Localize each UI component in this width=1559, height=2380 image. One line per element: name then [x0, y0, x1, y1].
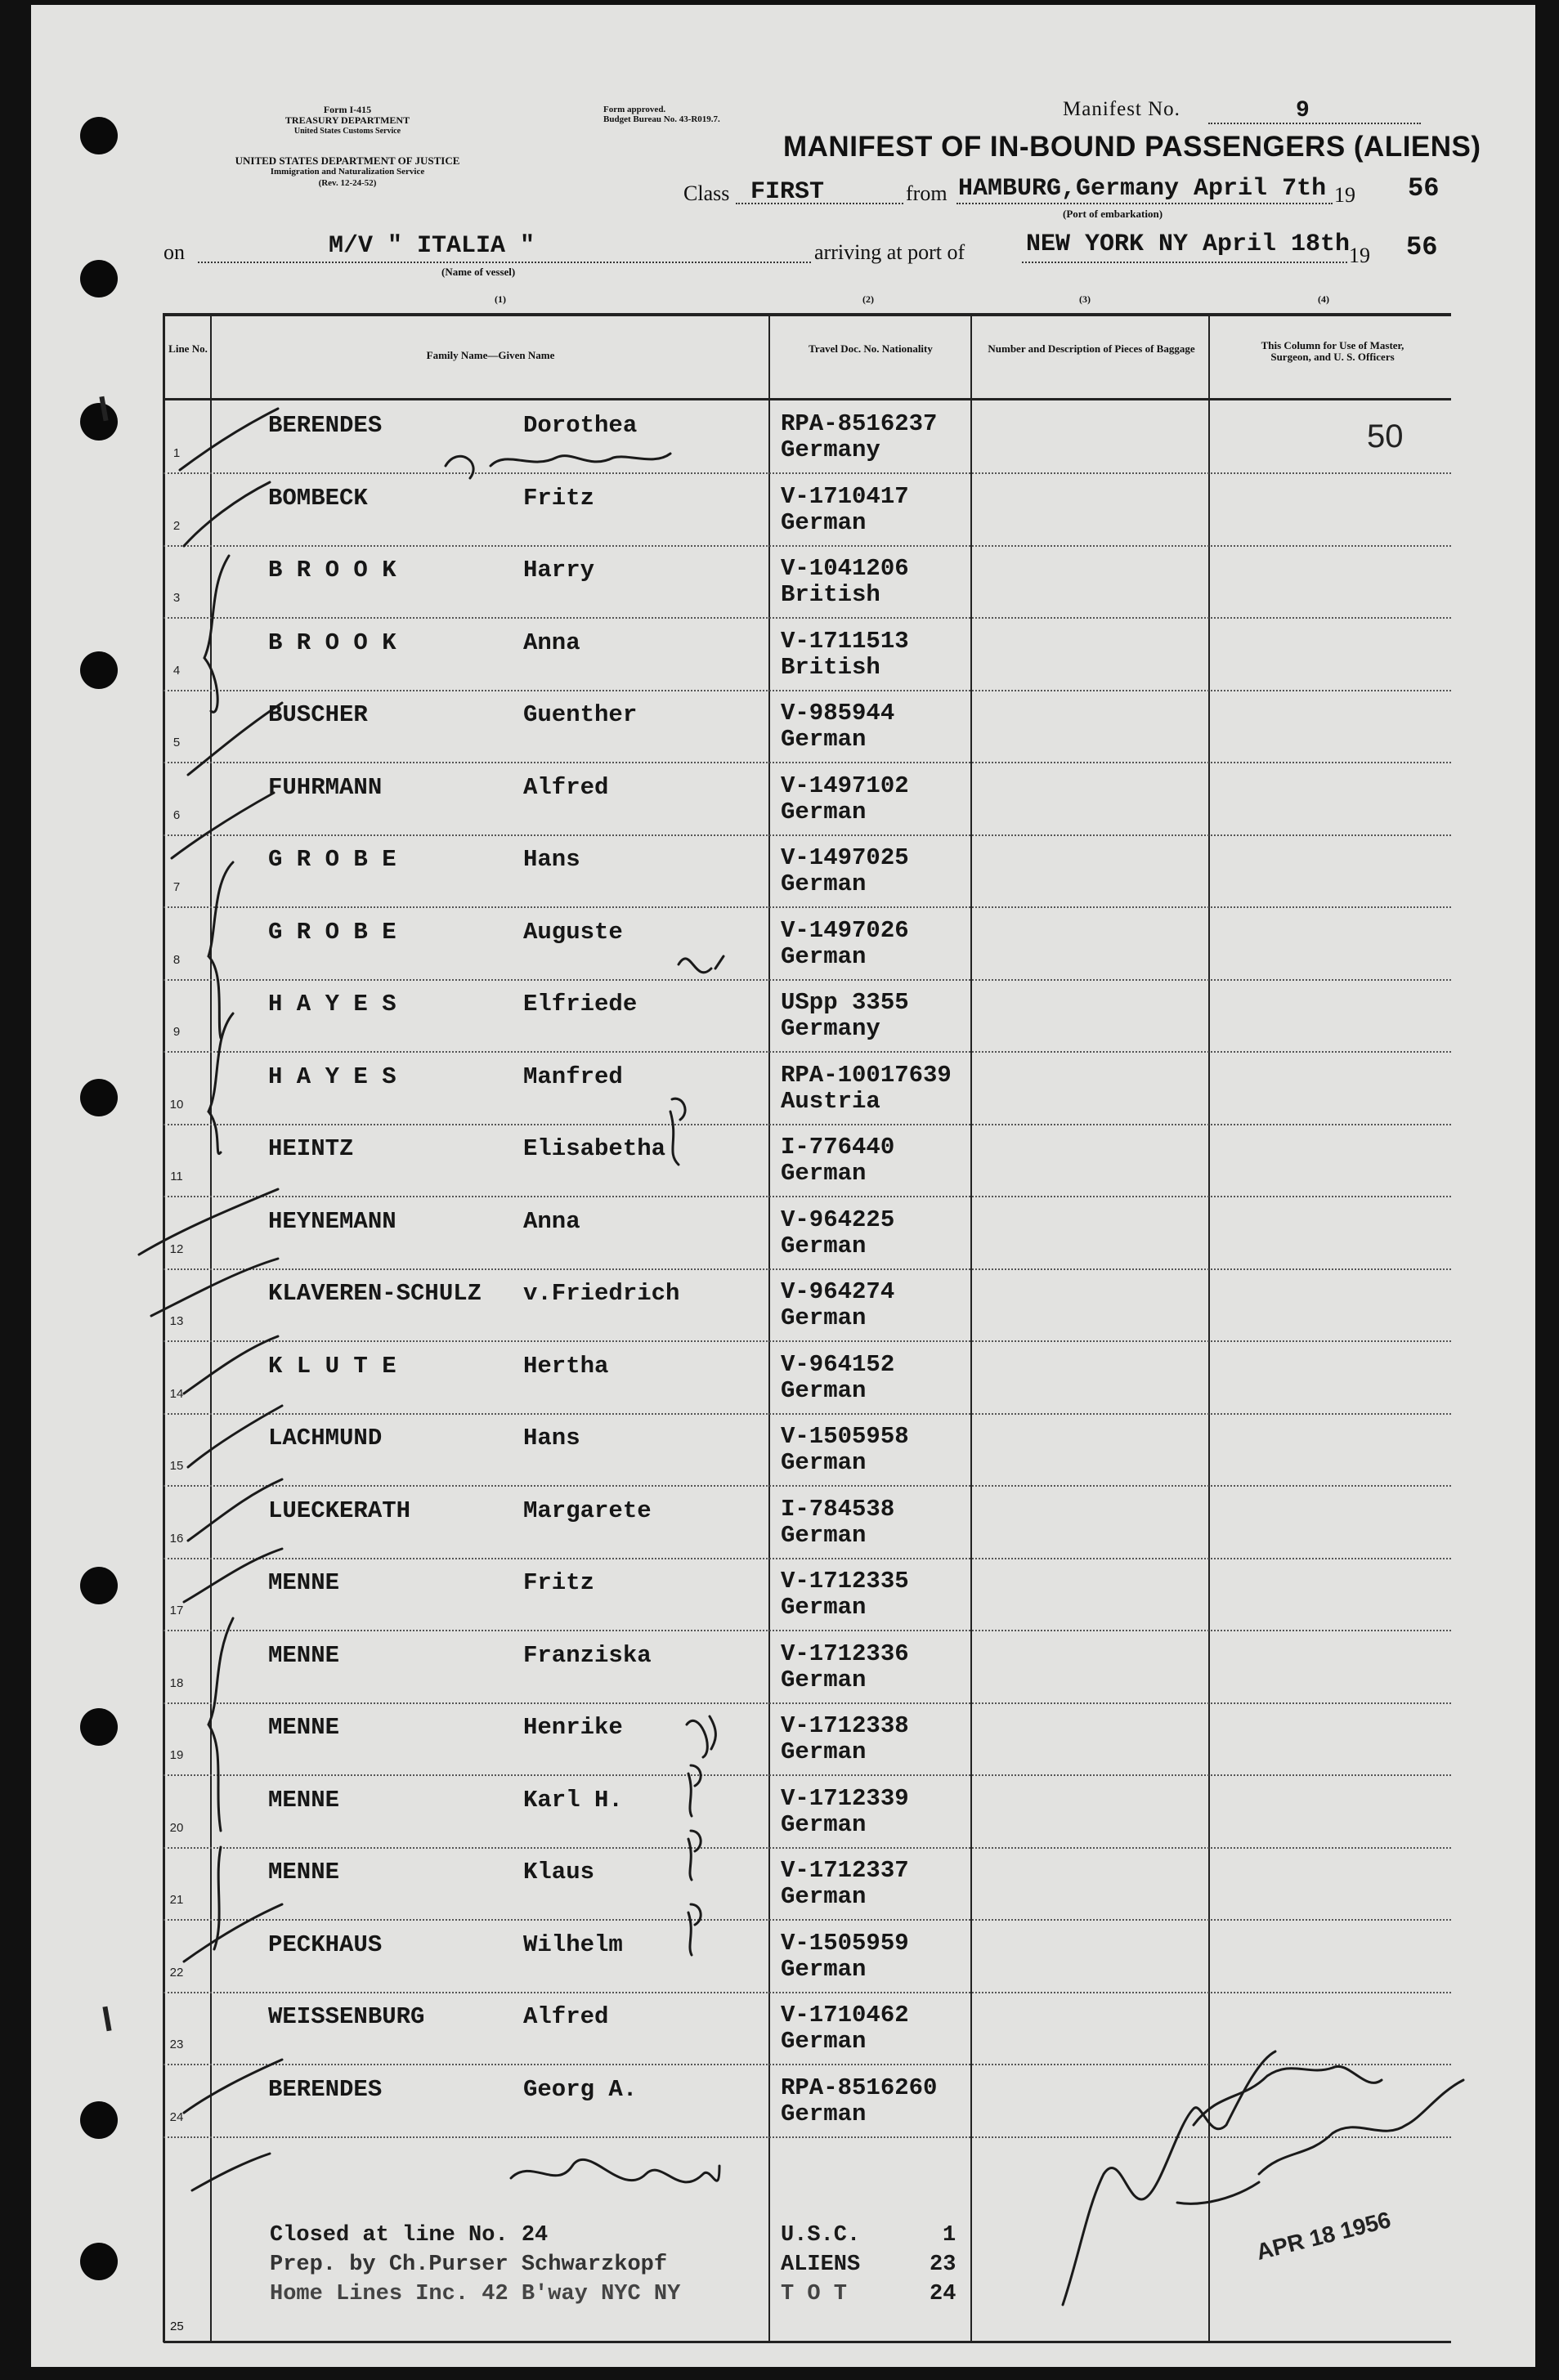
customs-label: United States Customs Service [293, 127, 401, 136]
family-name: B R O O K [268, 629, 396, 656]
travel-doc-number: I-776440 [781, 1134, 895, 1161]
travel-doc-number: V-1497025 [781, 844, 909, 871]
travel-doc-number: V-1497102 [781, 772, 909, 799]
given-name: Hertha [523, 1352, 609, 1380]
col-header-name: Family Name—Given Name [426, 349, 555, 361]
line-25-number: 25 [170, 2320, 184, 2333]
given-name: Dorothea [523, 412, 638, 439]
nationality: German [781, 2100, 867, 2127]
line-number: 11 [170, 1170, 183, 1183]
travel-doc-number: V-1712337 [781, 1857, 909, 1884]
nationality: German [781, 1810, 867, 1838]
given-name: Auguste [523, 918, 623, 946]
manifest-no-label: Manifest No. [1063, 98, 1180, 120]
prepared-by: Prep. by Ch.Purser Schwarzkopf [270, 2252, 668, 2277]
travel-doc-number: RPA-10017639 [781, 1061, 952, 1089]
class-label: Class [683, 181, 730, 205]
justice-label: UNITED STATES DEPARTMENT OF JUSTICE [235, 154, 460, 167]
given-name: Fritz [523, 1569, 595, 1596]
family-name: MENNE [268, 1859, 340, 1886]
line-number: 12 [169, 1241, 184, 1256]
line-number: 13 [169, 1314, 184, 1328]
class-value: FIRST [750, 178, 825, 206]
usc-label: U.S.C. [781, 2223, 861, 2248]
nationality: German [781, 1594, 867, 1621]
given-name: Elisabetha [523, 1135, 666, 1162]
arriving-value: NEW YORK NY April 18th [1026, 230, 1351, 258]
total-label: T O T [781, 2282, 848, 2306]
travel-doc-number: V-1710417 [781, 482, 909, 510]
col-header-travel-doc: Travel Doc. No. Nationality [809, 342, 933, 355]
travel-doc-number: RPA-8516260 [781, 2074, 938, 2101]
given-name: Karl H. [523, 1786, 623, 1814]
manifest-title: MANIFEST OF IN-BOUND PASSENGERS (ALIENS) [783, 131, 1481, 163]
line-number: 21 [169, 1893, 184, 1907]
travel-doc-number: V-1710462 [781, 2002, 909, 2029]
line-number: 22 [169, 1965, 184, 1980]
nationality: German [781, 1160, 867, 1187]
given-name: Georg A. [523, 2075, 638, 2103]
ins-label: Immigration and Naturalization Service [270, 167, 425, 177]
shipping-line: Home Lines Inc. 42 B'way NYC NY [270, 2282, 681, 2306]
family-name: B R O O K [268, 557, 396, 584]
nationality: Germany [781, 436, 880, 463]
nationality: German [781, 1955, 867, 1983]
line-number: 16 [169, 1531, 184, 1546]
nationality: German [781, 1666, 867, 1693]
line-number: 18 [169, 1675, 184, 1690]
line-number: 15 [169, 1459, 184, 1473]
total-value: 24 [930, 2282, 956, 2306]
given-name: Hans [523, 1425, 580, 1452]
family-name: G R O B E [268, 918, 396, 946]
travel-doc-number: V-1505958 [781, 1423, 909, 1450]
line-number: 8 [172, 952, 181, 967]
family-name: BERENDES [268, 412, 383, 439]
travel-doc-number: V-1712339 [781, 1784, 909, 1812]
nationality: German [781, 1449, 867, 1476]
nationality: Austria [781, 1087, 880, 1115]
given-name: Alfred [523, 2003, 609, 2030]
given-name: Franziska [523, 1641, 652, 1669]
year-prefix: 19 [1334, 183, 1355, 207]
usc-value: 1 [943, 2223, 956, 2248]
given-name: Henrike [523, 1714, 623, 1741]
col-header-officers: This Column for Use of Master, Surgeon, and U. S. Officers [1261, 339, 1404, 363]
given-name: Margarete [523, 1496, 652, 1524]
family-name: G R O B E [268, 846, 396, 873]
given-name: Hans [523, 846, 580, 873]
nationality: German [781, 1304, 867, 1331]
given-name: Klaus [523, 1859, 595, 1886]
approved-label: Form approved. [603, 105, 666, 114]
given-name: Harry [523, 557, 595, 584]
line-number: 6 [172, 808, 181, 822]
vessel-name: M/V " ITALIA " [329, 232, 535, 260]
family-name: LACHMUND [268, 1425, 383, 1452]
col-num-1: (1) [495, 293, 506, 305]
nationality: German [781, 1376, 867, 1404]
aliens-value: 23 [930, 2252, 956, 2277]
given-name: v.Friedrich [523, 1280, 680, 1307]
from-label: from [906, 181, 947, 205]
arr-year-prefix: 19 [1349, 244, 1370, 267]
nationality: German [781, 1738, 867, 1765]
line-number: 17 [169, 1604, 184, 1617]
line-number: 2 [172, 518, 181, 533]
line-number: 1 [172, 446, 181, 460]
travel-doc-number: V-1505959 [781, 1929, 909, 1957]
travel-doc-number: V-1712335 [781, 1568, 909, 1595]
nationality: German [781, 508, 867, 536]
nationality: British [781, 581, 880, 608]
family-name: WEISSENBURG [268, 2003, 425, 2030]
given-name: Fritz [523, 484, 595, 512]
family-name: MENNE [268, 1786, 340, 1814]
family-name: MENNE [268, 1641, 340, 1669]
family-name: PECKHAUS [268, 1930, 383, 1958]
nationality: German [781, 1883, 867, 1910]
family-name: MENNE [268, 1569, 340, 1596]
officer-note: 50 [1367, 418, 1404, 454]
travel-doc-number: RPA-8516237 [781, 410, 938, 437]
col-header-line-no: Line No. [168, 342, 208, 355]
nationality: German [781, 942, 867, 970]
form-id: Form I-415 [323, 104, 372, 115]
family-name: LUECKERATH [268, 1496, 411, 1524]
given-name: Manfred [523, 1062, 623, 1090]
family-name: MENNE [268, 1714, 340, 1741]
line-number: 5 [172, 736, 181, 749]
travel-doc-number: V-1712336 [781, 1640, 909, 1667]
port-embark-note: (Port of embarkation) [1063, 208, 1163, 220]
family-name: K L U T E [268, 1352, 396, 1380]
travel-doc-number: USpp 3355 [781, 989, 909, 1016]
nationality: German [781, 870, 867, 897]
family-name: H A Y E S [268, 991, 396, 1018]
nationality: German [781, 2028, 867, 2055]
budget-label: Budget Bureau No. 43-R019.7. [603, 114, 720, 124]
family-name: HEINTZ [268, 1135, 354, 1162]
given-name: Alfred [523, 773, 609, 801]
arrival-date-stamp: APR 18 1956 [1253, 2207, 1394, 2265]
col-num-2: (2) [862, 293, 874, 305]
line-number: 10 [169, 1097, 184, 1112]
travel-doc-number: V-985944 [781, 700, 895, 727]
nationality: Germany [781, 1015, 880, 1042]
year-value: 56 [1408, 173, 1440, 204]
line-number: 19 [169, 1748, 184, 1762]
line-number: 23 [169, 2038, 184, 2051]
given-name: Anna [523, 1207, 580, 1235]
col-num-3: (3) [1079, 293, 1091, 305]
given-name: Elfriede [523, 991, 638, 1018]
travel-doc-number: V-964225 [781, 1206, 895, 1233]
family-name: FUHRMANN [268, 773, 383, 801]
closed-at-line: Closed at line No. 24 [270, 2223, 549, 2248]
given-name: Anna [523, 629, 580, 656]
family-name: HEYNEMANN [268, 1207, 396, 1235]
travel-doc-number: V-964274 [781, 1278, 895, 1305]
treasury-label: TREASURY DEPARTMENT [284, 114, 410, 126]
travel-doc-number: V-1041206 [781, 555, 909, 582]
manifest-no-value: 9 [1296, 98, 1310, 123]
nationality: German [781, 1232, 867, 1259]
col-num-4: (4) [1318, 293, 1329, 305]
line-number: 9 [172, 1025, 181, 1039]
line-number: 14 [169, 1386, 184, 1401]
line-number: 7 [172, 880, 181, 894]
nationality: British [781, 653, 880, 681]
family-name: BERENDES [268, 2075, 383, 2103]
aliens-label: ALIENS [781, 2252, 861, 2277]
col-header-baggage: Number and Description of Pieces of Baggage [988, 342, 1195, 355]
given-name: Wilhelm [523, 1930, 623, 1958]
nationality: German [781, 1521, 867, 1549]
travel-doc-number: V-964152 [781, 1350, 895, 1378]
travel-doc-number: V-1712338 [781, 1712, 909, 1739]
from-value: HAMBURG,Germany April 7th [958, 175, 1327, 203]
travel-doc-number: V-1711513 [781, 627, 909, 655]
family-name: KLAVEREN-SCHULZ [268, 1280, 482, 1307]
vessel-note: (Name of vessel) [441, 266, 516, 278]
revision-label: (Rev. 12-24-52) [318, 178, 377, 188]
family-name: BUSCHER [268, 701, 368, 728]
travel-doc-number: V-1497026 [781, 916, 909, 944]
arriving-label: arriving at port of [814, 240, 965, 264]
nationality: German [781, 726, 867, 753]
line-number: 4 [172, 663, 181, 678]
line-number: 24 [169, 2109, 184, 2124]
arr-year-value: 56 [1406, 232, 1438, 262]
given-name: Guenther [523, 701, 638, 728]
line-number: 20 [169, 1820, 184, 1835]
family-name: H A Y E S [268, 1062, 396, 1090]
travel-doc-number: I-784538 [781, 1495, 895, 1523]
on-label: on [164, 240, 185, 264]
family-name: BOMBECK [268, 484, 368, 512]
line-number: 3 [172, 591, 181, 605]
nationality: German [781, 798, 867, 825]
